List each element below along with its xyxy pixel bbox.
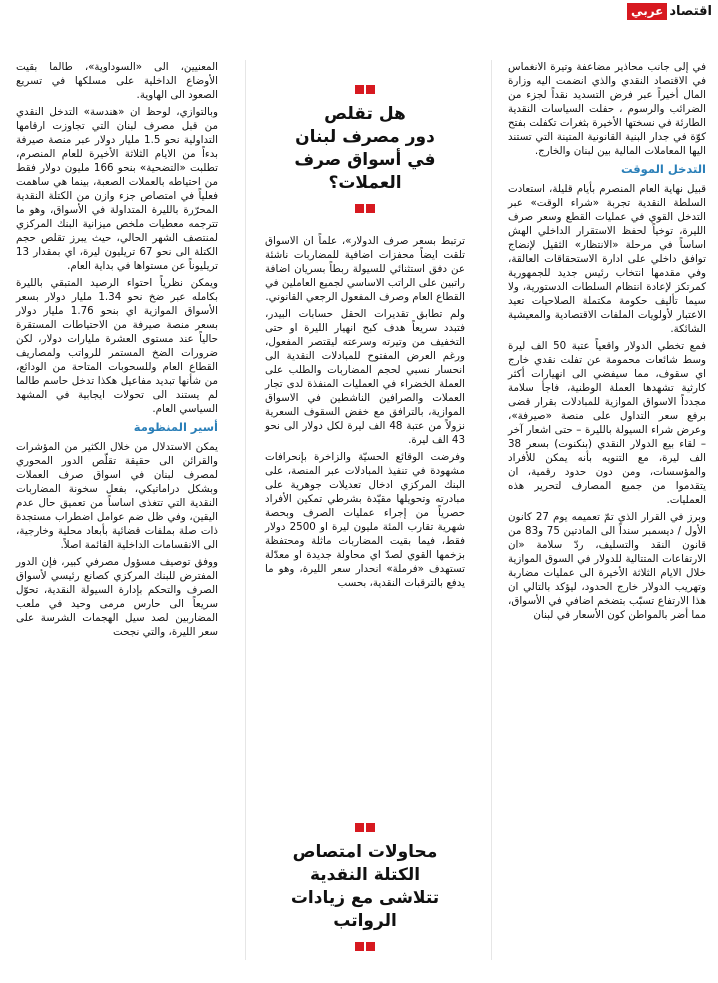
subheading: أسير المنظومة xyxy=(133,420,218,434)
paragraph: يمكن الاستدلال من خلال الكثير من المؤشرات والقرائن الى حقيقة تقلّص الدور المحوري لمصرف لبنان في اسواق صرف العملات وبشكل دراماتيكي، بفعل سخونة المضاربات النقدية التي تتغذى اساساً من تعميق حال عدم اليقين، وفي ظل ضم عوامل اضطراب مستجدة ذات صلة بملفات قضائية بأبعاد محلية وخارجية، الى الانقسامات الداخلية القائمة اصلاً. xyxy=(16,440,218,551)
paragraph: فمع تخطي الدولار واقعياً عتبة 50 الف ليرة وسط شائعات محمومة عن تفلت نقدي خارج اي سقوف، مما سيفضي الى انهيارات أكثر كارثية تشهدها العملة الوطنية، فاجأ سلامة مجدداً الاسواق الموازية للمبادلات بقرار قضى برفع سعر التداول على منصة «صيرفة»، وعرض شراء السيولة بالليرة – حتى اشعار آخر – لقاء بيع الدولار النقدي (بنكنوت) بسعر 38 الف ليرة، مع التنويه بأنه يمكن للأفراد والمؤسسات، ومن دون حدود رقمية، ان يتقدموا من جميع المصارف لتحرير هذه العمليات. xyxy=(508,339,706,506)
column-divider xyxy=(245,60,246,960)
headline-line: في أسواق صرف العملات؟ xyxy=(294,149,436,193)
article-column-right xyxy=(508,60,706,625)
page-header xyxy=(0,0,718,22)
paragraph: المعنيين، الى «السوداوية»، طالما بقيت الأوضاع الداخلية على مسلكها في تسريع الصعود الى الهاوية. xyxy=(16,61,218,101)
headline-line: دور مصرف لبنان xyxy=(295,126,435,147)
headline-line: هل تقلص xyxy=(324,104,406,124)
red-squares-decoration xyxy=(265,941,465,950)
paragraph: وبالتوازي، لوحظ ان «هندسة» التدخل النقدي من قبل مصرف لبنان التي تجاوزت ارقامها التداولية نحو 1.5 مليار دولار عبر منصة صيرفة بدءاً من الايام الثلاثة الأخيرة للعام المنصرم، تطلبت «التضحية» بنحو 166 مليون دولار فقط من احتياطه بالعملات الصعبة، بينما هي ساهمت فعلياً في امتصاص جزء وازن من الكتلة النقدية المحرّرة بالليرة المتداولة في الأسواق، وهو ما تترجمه معطيات ملخص ميزانية البنك المركزي لمنتصف الشهر الحالي، حيث يبرز تقلص حجم الكتلة الى نحو 67 تريليون ليرة، اي بمقدار 13 تريليوناً عن مستواها في بداية العام. xyxy=(16,106,218,272)
red-squares-decoration xyxy=(265,203,465,212)
paragraph: ويمكن نظرياً احتواء الرصيد المتبقي بالليرة بكامله عبر ضخ نحو 1.34 مليار دولار بسعر الأسواق الموازية اي بنحو 1.76 مليار دولار بسعر منصة صيرفة من الاحتياطات المستقرة حالياً عند مستوى العشرة مليارات دولار، لكن ضرورات الضخ المستمر للرواتب ولمصاريف القطاع العام وللسحوبات المتاحة من الودائع، من شأنها تبديد مفاعيل هكذا تدخل حاسم طالما لم يستند الى تحولات ايجابية في المشهد السياسي العام. xyxy=(16,277,218,415)
section-tag: عربي xyxy=(627,3,667,20)
red-squares-decoration xyxy=(265,822,465,831)
headline-line: الكتلة النقدية xyxy=(309,864,421,885)
section-name: اقتصاد xyxy=(669,3,712,19)
paragraph: وفرضت الوقائع الحسيّة والزاخرة بإنحرافات مشهودة في تنفيذ المبادلات عبر المنصة، على البنك المركزي ادخال تعديلات جوهرية على مبادرته وتحويلها مقيّدة بشرطي تمكين الأفراد حصرياً من إجراء عمليات الصرف وبحصة شهرية تقارب المئة مليون ليرة او 2500 دولار فقط، فيما بقيت المضاربات ماثلة ومحتفظة بزخمها القوي لصدّ اي محاولة جديدة او معدّلة تستهدف «فرملة» انحدار سعر الليرة، وهو ما يدفع بالترقبات النقدية، بحسب xyxy=(265,451,465,589)
headline-line: تتلاشى مع زيادات الرواتب xyxy=(290,887,440,931)
paragraph: في إلى جانب محاذير مضاعفة وتيرة الانغماس في الاقتصاد النقدي والذي انضمت اليه وزارة المال أخيراً عبر فرض التسديد نقداً لجزء من الضرائب والرسوم ، حفلت السياسات النقدية الطارئة في نسختها الأخيرة بثغرات تكفلت بفتح كوّة في جدار البنية القانونية المتينة التي تستند اليها المعاملات المالية بين لبنان والخارج. xyxy=(508,61,706,157)
column-divider xyxy=(491,60,492,960)
red-squares-decoration xyxy=(265,84,465,93)
paragraph: ووفق توصيف مسؤول مصرفي كبير، فإن الدور المفترض للبنك المركزي كصانع رئيسي لأسواق الصرف والتحكم بإدارة السيولة النقدية، تحوّل سريعاً الى حارس مرمى وحيد في ملعب المضاربين لصد سيل الهجمات الشرسة على سعر الليرة، والتي نجحت xyxy=(16,555,218,638)
section-label xyxy=(627,2,712,20)
headline-box xyxy=(265,84,465,212)
paragraph: ترتبط بسعر صرف الدولار»، علماً ان الاسواق تلقت ايضاً محفزات اضافية للمضاربات ناشئة عن دفق استثنائي للسيولة ربطاً بسريان اضافة راتبين على الراتب الاساسي لجميع العاملين في القطاع العام وصرف المفعول الرجعي القانوني. xyxy=(265,235,465,303)
paragraph: وبرز في القرار الذي تمّ تعميمه يوم 27 كانون الأول / ديسمبر سنداً الى المادتين 75 و83 من قانون النقد والتسليف، ردّ سلامة «ان الارتفاعات المتتالية للدولار في السوق الموازية خلال الايام الثلاثة الأخيرة الى عمليات مضاربة وتهريب الدولار خارج الحدود، ليؤكد بالتالي ان هذا الارتفاع تسبّب بتضخم اضافي في الأسواق، مما أضر بالمواطن كون الأسعار في لبنان xyxy=(508,510,706,621)
subheading: التدخل الموقت xyxy=(620,162,706,176)
paragraph: قبيل نهاية العام المنصرم بأيام قليلة، استعادت السلطة النقدية تجربة «شراء الوقت» عبر التدخل القوي في عمليات القطع وسعر صرف الليرة، توخياً لحفظ الاستقرار الداخلي الهش اساساً في مرحلة «الانتظار» الثقيل لإنضاج توافق داخلي على ادارة الاستحقاقات العالقة، وفي مقدمها انتخاب رئيس جديد للجمهورية كمرتكز لإعادة انتظام السلطات الدستورية، ولا سيما تأليف حكومة مكتملة الصلاحيات تعيد الاعتبار لأولويات الملفات الاقتصادية والمعيشية الشائكة. xyxy=(508,182,706,335)
paragraph: ولم تطابق تقديرات الحقل حسابات البيدر، فتبدد سريعاً هدف كبح انهيار الليرة او حتى التخفيف من وتيرته وسرعته ليقتصر المفعول، ورغم العرض المفتوح للمبادلات النقدية الى انحسار نسبي لحجم المضاربات والطلب على العملة الخضراء في العمليات المنفذة لدى تجار العملات والصرافين الناشطين في الاسواق الموازية، بالترافق مع خفض السقوف السعرية نزولاً من عتبة 48 الف ليرة لكل دولار الى نحو 43 الف ليرة. xyxy=(265,308,465,446)
article-column-left xyxy=(16,60,218,642)
headline-line: محاولات امتصاص xyxy=(292,842,438,862)
headline-box xyxy=(265,822,465,950)
article-column-middle xyxy=(265,234,465,593)
